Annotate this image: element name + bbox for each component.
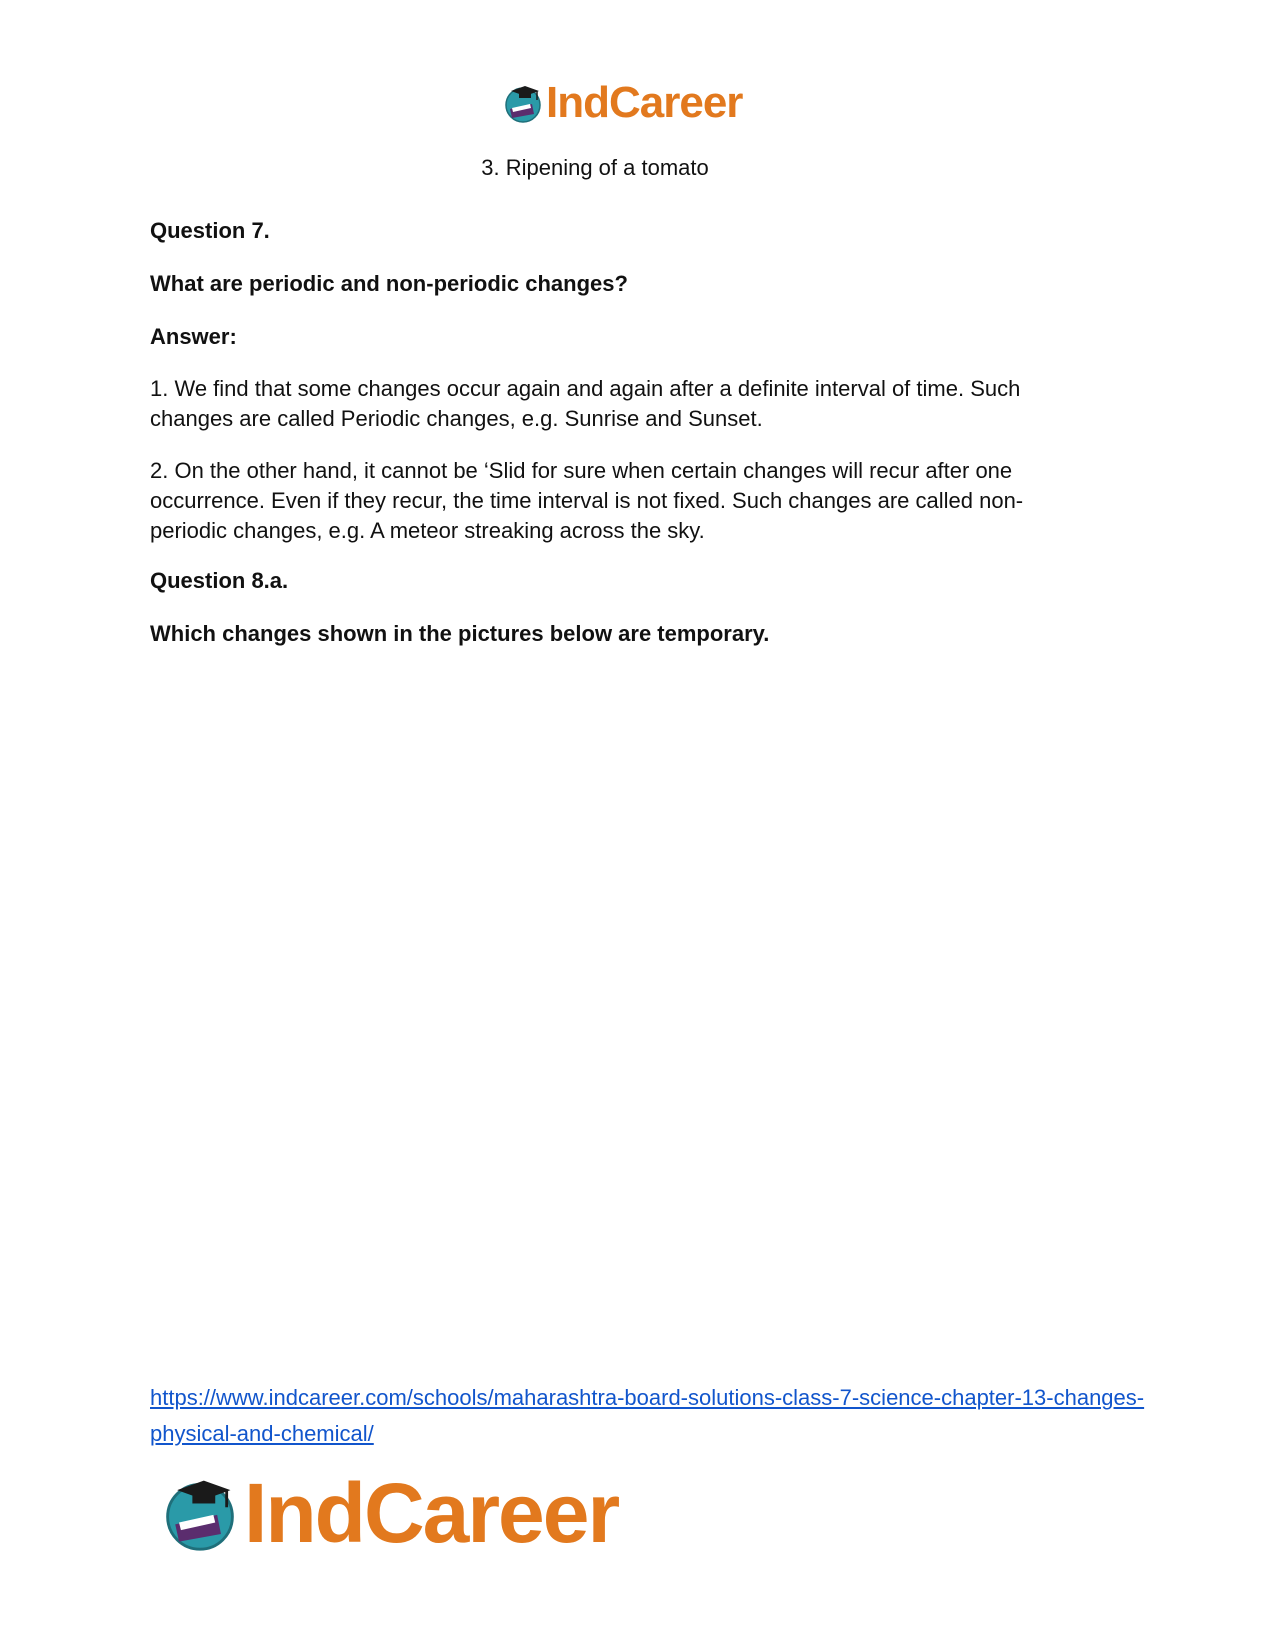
globe-graduation-cap-icon — [160, 1473, 240, 1553]
logo-wordmark: IndCareer — [546, 78, 743, 127]
header-logo — [502, 78, 742, 128]
logo-wordmark: IndCareer — [244, 1466, 619, 1560]
answer-paragraph-2: 2. On the other hand, it cannot be ‘Slid for sure when certain changes will recur after one occurrence. Even if they recur, the time interval is not fixed. Such changes are called non-periodic changes, e.g. A meteor streaking across the sky. — [150, 458, 1024, 543]
question-8a-text: Which changes shown in the pictures below are temporary. — [150, 621, 770, 646]
footer-logo — [160, 1468, 618, 1558]
source-url-link[interactable]: https://www.indcareer.com/schools/maharashtra-board-solutions-class-7-science-chapter-13-changes-physical-and-chemical/ — [150, 1385, 1145, 1446]
question-7-label: Question 7. — [150, 218, 270, 243]
globe-graduation-cap-icon — [502, 82, 544, 124]
question-8a-label: Question 8.a. — [150, 568, 289, 593]
list-item-ripening: 3. Ripening of a tomato — [481, 155, 709, 180]
question-7-text: What are periodic and non-periodic changes? — [150, 271, 628, 296]
answer-label: Answer: — [150, 324, 237, 349]
answer-paragraph-1: 1. We find that some changes occur again and again after a definite interval of time. Such changes are called Periodic changes, e.g. Sunrise and Sunset. — [150, 376, 1021, 431]
